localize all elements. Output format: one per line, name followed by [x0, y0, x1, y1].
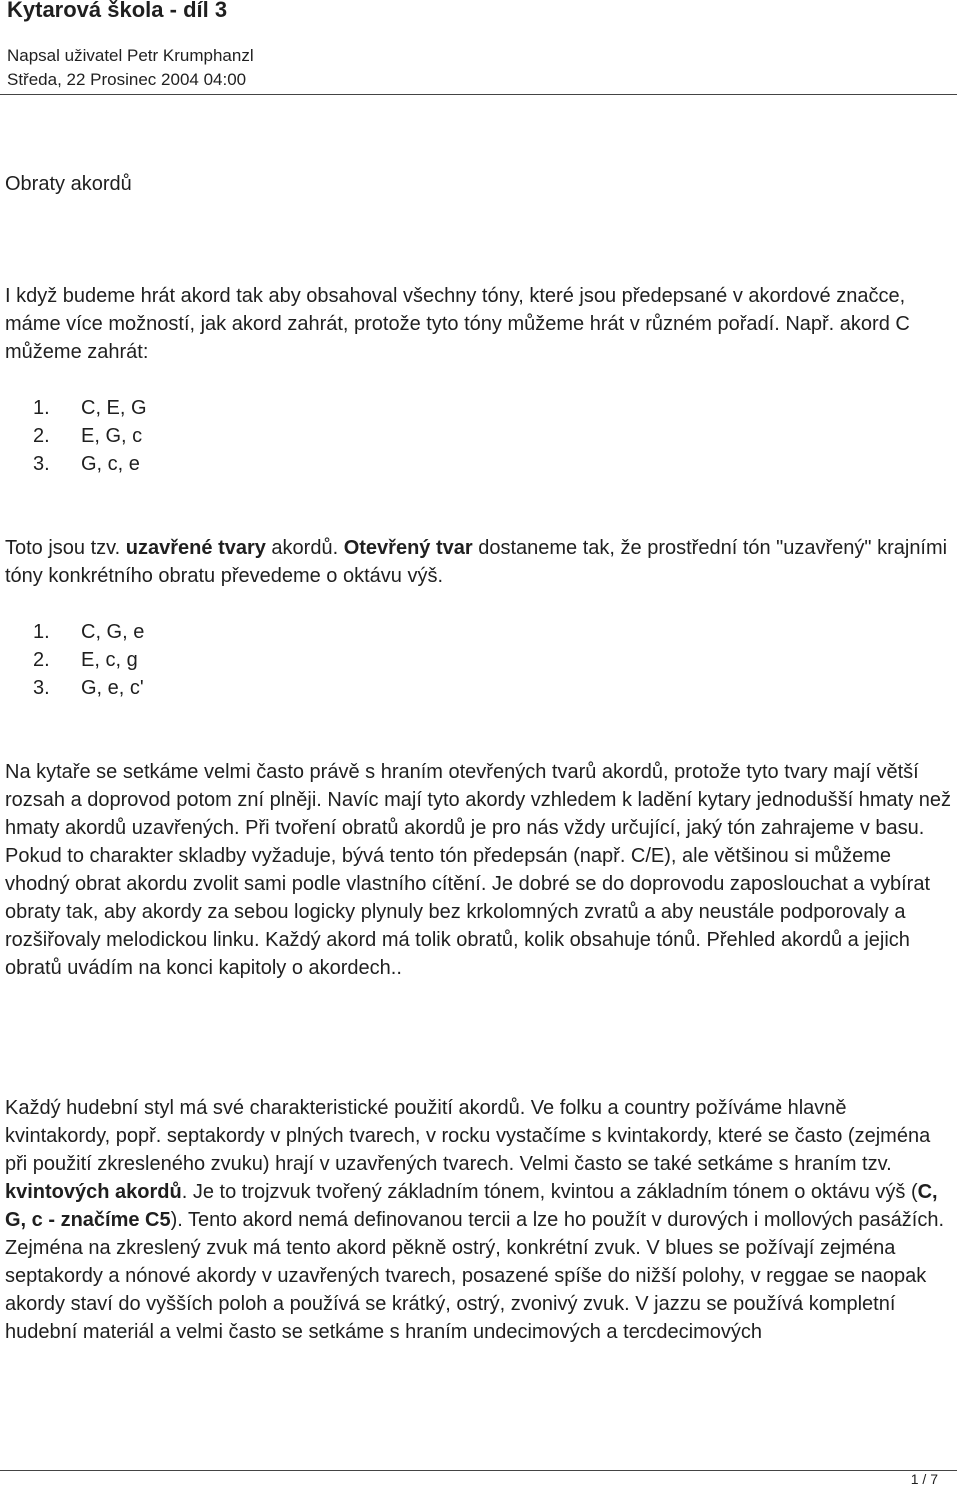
list-item-number: 3. [33, 453, 50, 475]
list-item [33, 394, 147, 422]
bold-term-open-form: Otevřený tvar [343, 537, 473, 559]
list-item-text: E, c, g [81, 649, 138, 671]
page-number: 1 / 7 [910, 1471, 938, 1487]
date-line: Středa, 22 Prosinec 2004 04:00 [7, 70, 247, 89]
document-title: Kytarová škola - díl 3 [7, 0, 228, 22]
paragraph-intro: I když budeme hrát akord tak aby obsahoval všechny tóny, které jsou předepsané v akordové značce, máme více možností, jak akord zahrát, protože tyto tóny můžeme hrát v různém pořadí. Např. akord C můžeme zahrát: [5, 285, 910, 363]
text-run: . Je to trojzvuk tvořený základním tónem, kvintou a základním tónem o oktávu výš ( [181, 1181, 918, 1203]
list-item-number: 1. [33, 397, 50, 419]
bold-term-c5: C, G, c - značíme C5 [5, 1181, 938, 1231]
header-divider [0, 94, 957, 95]
list-item [33, 674, 144, 702]
text-run: dostaneme tak, že prostřední tón "uzavřený" krajními tóny konkrétního obratu převedeme o oktávu výš. [5, 537, 948, 587]
list-item [33, 646, 144, 674]
paragraph-guitar-usage: Na kytaře se setkáme velmi často právě s hraním otevřených tvarů akordů, protože tyto tvary mají větší rozsah a doprovod potom zní plněji. Navíc mají tyto akordy vzhledem k ladění kytary jednodušší hmaty než hmaty akordů uzavřených. Při tvoření obratů akordů je pro nás vždy určující, jaký tón zahrajeme v basu. Pokud to charakter skladby vyžaduje, bývá tento tón předepsán (např. C/E), ale většinou si můžeme vhodný obrat akordu zvolit sami podle vlastního cítění. Je dobré se do doprovodu zaposlouchat a vybírat obraty tak, aby akordy za sebou logicky plynuly bez krkolomných zvratů a aby neustále podporovaly a rozšiřovaly melodickou linku. Každý akord má tolik obratů, kolik obsahuje tónů. Přehled akordů a jejich obratů uvádím na konci kapitoly o akordech.. [5, 761, 952, 979]
paragraph-styles [5, 1094, 957, 1346]
list-item-text: G, e, c' [81, 677, 144, 699]
text-run: Každý hudební styl má své charakteristické použití akordů. Ve folku a country požíváme hlavně kvintakordy, popř. septakordy v plných tvarech, v rocku vystačíme s kvintakordy, které se často (zejména při použití zkresleného zvuku) hrají v uzavřených tvarech. Velmi často se také setkáme s hraním tzv. [5, 1097, 931, 1175]
author-line: Napsal uživatel Petr Krumphanzl [7, 46, 254, 65]
text-run: Toto jsou tzv. [5, 537, 126, 559]
list-item-number: 3. [33, 677, 50, 699]
list-item-text: G, c, e [81, 453, 140, 475]
list-item-text: E, G, c [81, 425, 143, 447]
list-item-number: 2. [33, 425, 50, 447]
list-item [33, 422, 147, 450]
list-item-text: C, G, e [81, 621, 145, 643]
section-title: Obraty akordů [5, 173, 132, 195]
list-item-number: 2. [33, 649, 50, 671]
list-item-text: C, E, G [81, 397, 147, 419]
text-run: ). Tento akord nemá definovanou tercii a lze ho použít v durových i mollových pasážích. Zejména na zkreslený zvuk má tento akord pěkně ostrý, konkrétní zvuk. V blues se požívají zejména septakordy a nónové akordy v uzavřených tvarech, posazené spíše do nižší polohy, v reggae se naopak akordy staví do vyšších poloh a používá se krátký, ostrý, zvonivý zvuk. V jazzu se používá kompletní hudební materiál a velmi často se setkáme s hraním undecimových a tercdecimových [5, 1209, 945, 1343]
footer-divider [0, 1470, 957, 1471]
bold-term-fifth-chords: kvintových akordů [5, 1181, 182, 1203]
paragraph-open-forms [5, 534, 957, 590]
bold-term-closed-forms: uzavřené tvary [125, 537, 266, 559]
list-item [33, 450, 147, 478]
list-item [33, 618, 144, 646]
open-chord-list [33, 618, 144, 702]
closed-chord-list [33, 394, 147, 478]
list-item-number: 1. [33, 621, 50, 643]
text-run: akordů. [265, 537, 344, 559]
